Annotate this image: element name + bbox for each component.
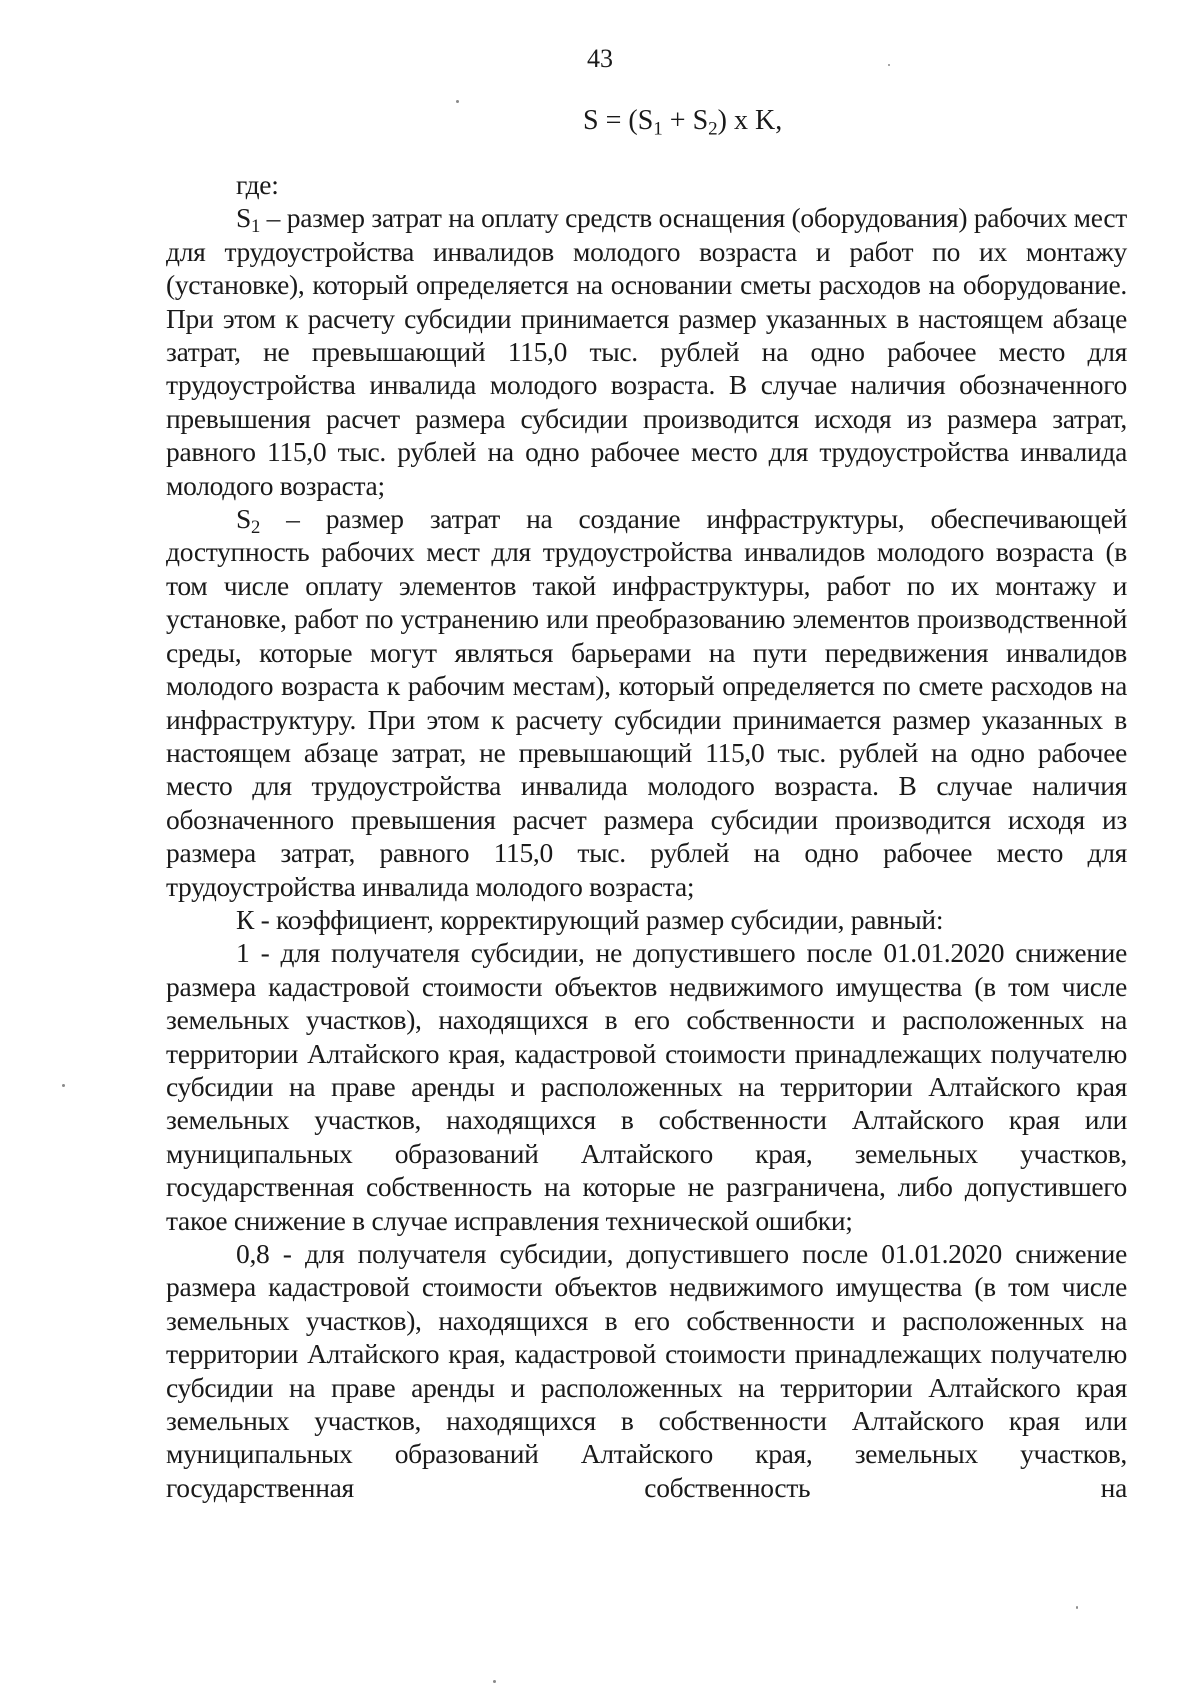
scan-speck	[493, 1680, 496, 1683]
s1-subscript: 1	[251, 216, 261, 238]
formula-sub1: 1	[653, 118, 663, 140]
formula-rhs: ) x K,	[717, 105, 783, 136]
scan-speck	[62, 1084, 65, 1087]
intro-label: где:	[236, 169, 279, 200]
k-value-1: 1 - для получателя субсидии, не допустившего после 01.01.2020 снижение размера кадастровой стоимости объектов недвижимого имущества (в том числе земельных участков), находящихся в его собственности и расположенных на территории Алтайского края, кадастровой стоимости принадлежащих получателю субсидии на праве аренды и расположенных на территории Алтайского края земельных участков, находящихся в собственности Алтайского края или муниципальных образований Алтайского края, земельных участков, государственная собственность на которые не разграничена, либо допустившего такое снижение в случае исправления технической ошибки;	[166, 937, 1127, 1236]
formula	[583, 104, 782, 138]
k-definition: К - коэффициент, корректирующий размер субсидии, равный:	[236, 903, 944, 935]
s2-definition	[166, 502, 1127, 903]
scan-speck	[888, 64, 890, 66]
formula-sub2: 2	[708, 118, 718, 140]
formula-mid: + S	[662, 105, 709, 136]
s2-subscript: 2	[251, 517, 261, 539]
scan-speck	[1076, 1606, 1078, 1609]
s1-text: – размер затрат на оплату средств оснащения (оборудования) рабочих мест для трудоустройства инвалидов молодого возраста и работ по их монтажу (установке), который определяется на основании сметы расходов на оборудование. При этом к расчету субсидии принимается размер указанных в настоящем абзаце затрат, не превышающий 115,0 тыс. рублей на одно рабочее место для трудоустройства инвалида молодого возраста. В случае наличия обозначенного превышения расчет размера субсидии производится исходя из размера затрат, равного 115,0 тыс. рублей на одно рабочее место для трудоустройства инвалида молодого возраста;	[166, 202, 1127, 501]
s1-symbol: S	[236, 202, 251, 234]
formula-lhs: S = (S	[583, 105, 654, 136]
body-text	[166, 168, 1127, 1504]
k-value-0-8: 0,8 - для получателя субсидии, допустившего после 01.01.2020 снижение размера кадастровой стоимости объектов недвижимого имущества (в том числе земельных участков), находящихся в его собственности и расположенных на территории Алтайского края, кадастровой стоимости принадлежащих получателю субсидии на праве аренды и расположенных на территории Алтайского края земельных участков, находящихся в собственности Алтайского края или муниципальных образований Алтайского края, земельных участков, государственная собственность на	[166, 1238, 1127, 1503]
s2-text: – размер затрат на создание инфраструктуры, обеспечивающей доступность рабочих мест для трудоустройства инвалидов молодого возраста (в том числе оплату элементов такой инфраструктуры, работ по их монтажу и установке, работ по устранению или преобразованию элементов производственной среды, которые могут являться барьерами на пути передвижения инвалидов молодого возраста к рабочим местам), который определяется по смете расходов на инфраструктуру. При этом к расчету субсидии принимается размер указанных в настоящем абзаце затрат, не превышающий 115,0 тыс. рублей на одно рабочее место для трудоустройства инвалида молодого возраста. В случае наличия обозначенного превышения расчет размера субсидии производится исходя из размера затрат, равного 115,0 тыс. рублей на одно рабочее место для трудоустройства инвалида молодого возраста;	[166, 503, 1127, 902]
s2-symbol: S	[236, 503, 251, 535]
page-number: 43	[587, 44, 613, 73]
scan-speck	[456, 100, 459, 103]
s1-definition	[166, 201, 1127, 502]
